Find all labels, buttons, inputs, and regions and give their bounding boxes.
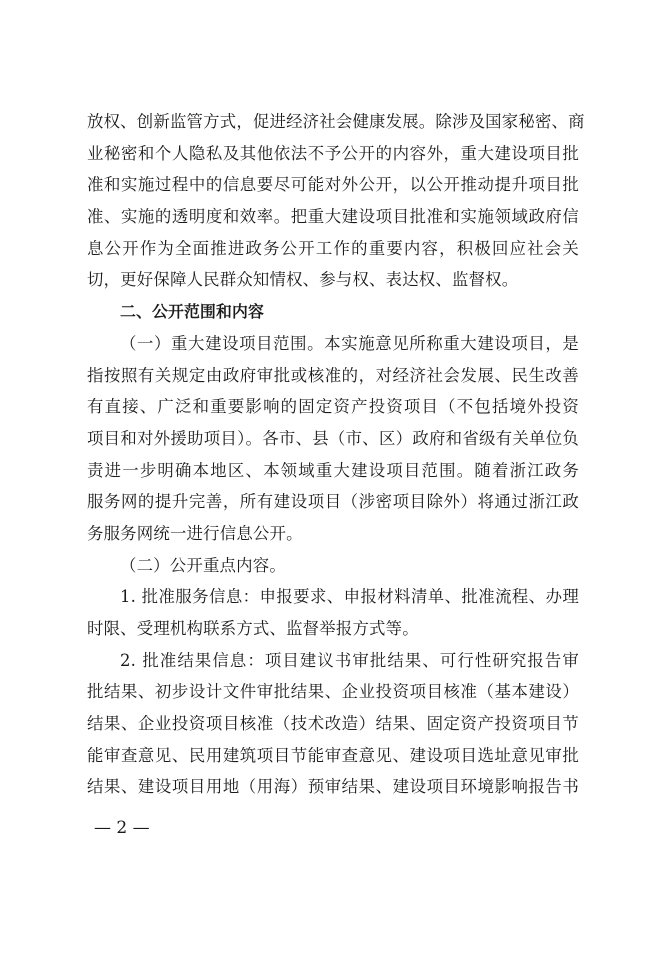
section-heading: 二、公开范围和内容 xyxy=(120,302,264,322)
text-line: （一）重大建设项目范围。本实施意见所称重大建设项目，是 xyxy=(120,333,579,353)
text-line: 项目和对外援助项目）。各市、县（市、区）政府和省级有关单位负 xyxy=(87,428,579,448)
text-line: 切，更好保障人民群众知情权、参与权、表达权、监督权。 xyxy=(87,270,519,290)
text-line: 服务网的提升完善，所有建设项目（涉密项目除外）将通过浙江政 xyxy=(87,492,579,512)
text-line: 责进一步明确本地区、本领域重大建设项目范围。随着浙江政务 xyxy=(87,460,579,480)
text-line: 业秘密和个人隐私及其他依法不予公开的内容外，重大建设项目批 xyxy=(87,143,579,163)
text-line: 息公开作为全面推进政务公开工作的重要内容，积极回应社会关 xyxy=(87,238,579,258)
text-line: 务服务网统一进行信息公开。 xyxy=(87,523,303,543)
subsection-heading: （二）公开重点内容。 xyxy=(120,555,286,575)
text-line: 批结果、初步设计文件审批结果、企业投资项目核准（基本建设） xyxy=(87,682,579,702)
text-line: 放权、创新监管方式，促进经济社会健康发展。除涉及国家秘密、商 xyxy=(87,112,585,131)
text-line: 时限、受理机构联系方式、监督举报方式等。 xyxy=(87,619,419,638)
text-line: 准、实施的透明度和效率。把重大建设项目批准和实施领域政府信 xyxy=(87,207,579,227)
text-line: 准和实施过程中的信息要尽可能对外公开，以公开推动提升项目批 xyxy=(87,175,579,195)
text-line: 指按照有关规定由政府审批或核准的，对经济社会发展、民生改善 xyxy=(87,365,579,385)
page-number: — 2 — xyxy=(94,818,150,838)
text-line: 2. 批准结果信息：项目建议书审批结果、可行性研究报告审 xyxy=(120,650,579,670)
text-line: 有直接、广泛和重要影响的固定资产投资项目（不包括境外投资 xyxy=(87,397,579,417)
text-line: 能审查意见、民用建筑项目节能审查意见、建设项目选址意见审批 xyxy=(87,745,579,765)
body-text xyxy=(87,106,585,803)
text-line: 1. 批准服务信息：申报要求、申报材料清单、批准流程、办理 xyxy=(120,587,579,607)
text-line: 结果、建设项目用地（用海）预审结果、建设项目环境影响报告书 xyxy=(87,777,579,797)
text-line: 结果、企业投资项目核准（技术改造）结果、固定资产投资项目节 xyxy=(87,714,579,734)
